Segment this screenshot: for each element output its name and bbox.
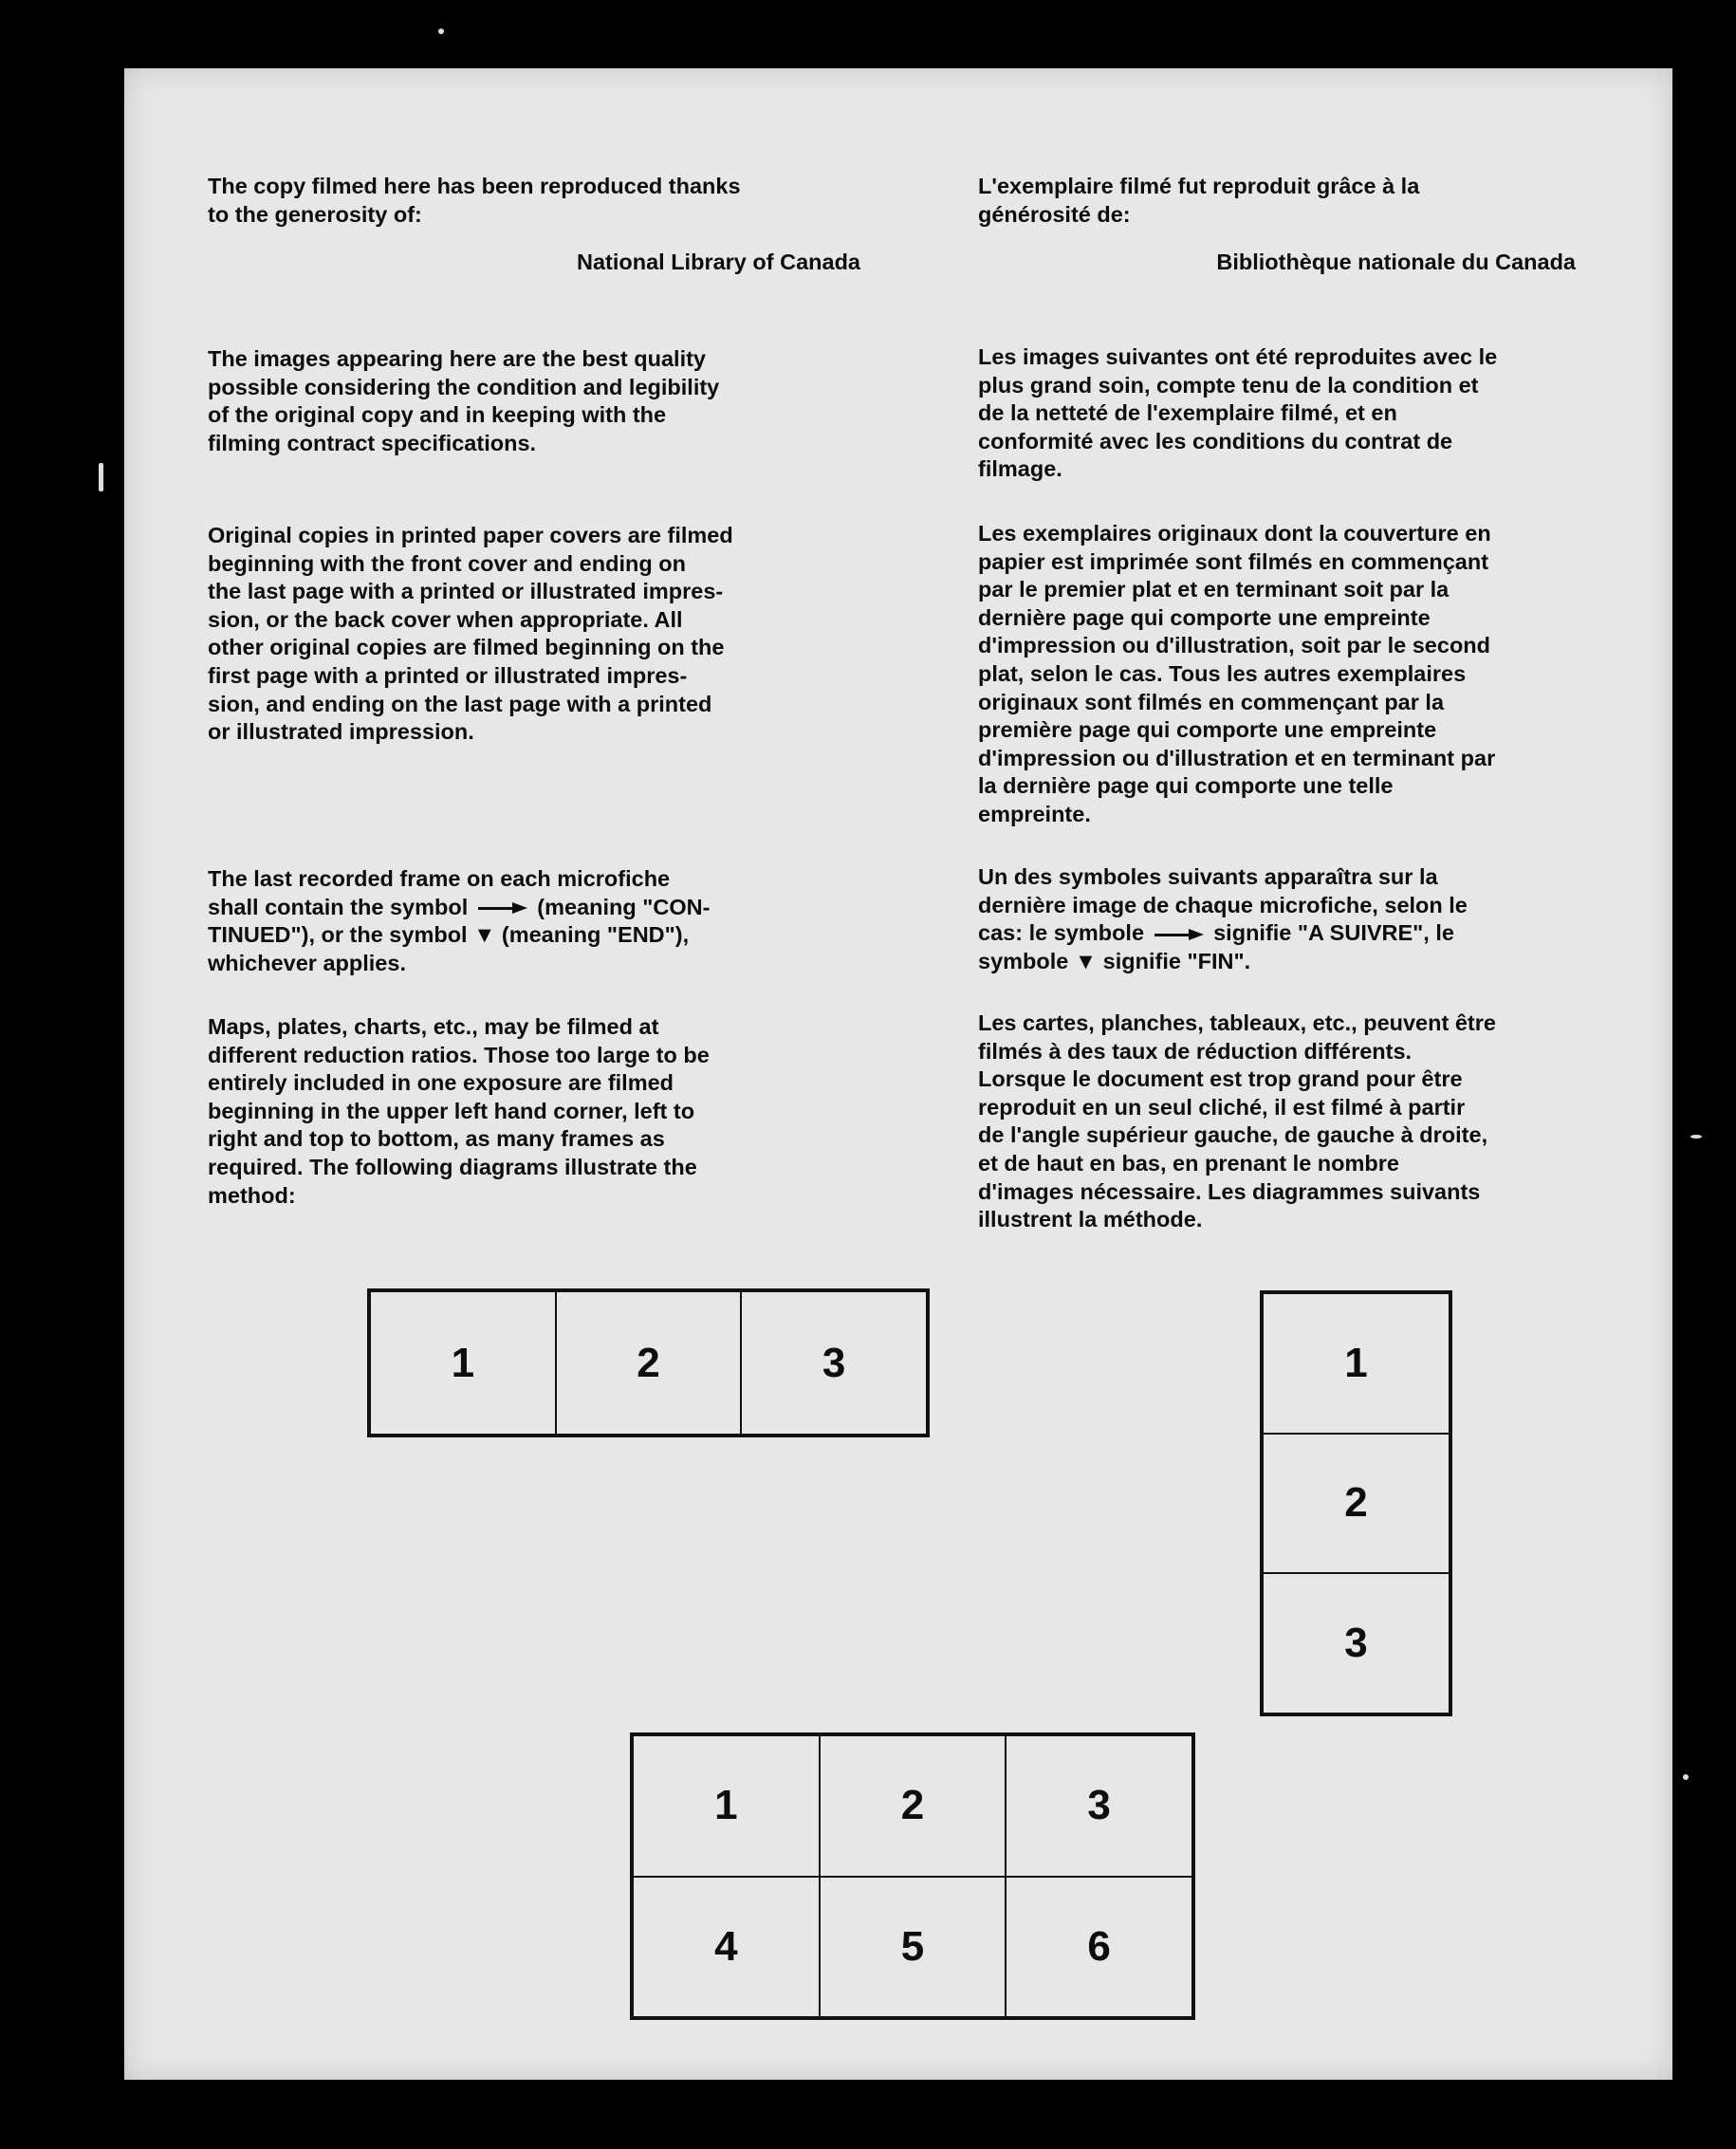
quality-text-fr: Les images suivantes ont été reproduites avec le plus grand soin, compte tenu de la condition et de la netteté de l'exemplaire filmé, et en conformité avec les conditions du contrat de filmage. (978, 344, 1498, 482)
frame-cell: 3 (741, 1291, 927, 1435)
credit-en: National Library of Canada (576, 250, 860, 274)
dust-speck (1690, 1135, 1702, 1139)
frame-cell: 3 (1263, 1573, 1450, 1714)
frame-cell: 6 (1006, 1877, 1192, 2018)
suivre-arrow-icon (1154, 930, 1204, 939)
maps-text-en: Maps, plates, charts, etc., may be filmed at different reduction ratios. Those too large to be entirely included in one exposure are filmed beginning in the upper left hand corner, left to right and top to bottom, as many frames as required. The following diagrams illustrate the method: (208, 1014, 710, 1208)
symbols-text-fr (978, 863, 1468, 975)
frame-cell: 1 (633, 1735, 820, 1877)
frame-cell: 2 (556, 1291, 742, 1435)
dust-speck (99, 463, 103, 491)
frame-cell: 2 (1263, 1434, 1450, 1574)
dust-speck (1683, 1774, 1689, 1780)
frame-cell: 4 (633, 1877, 820, 2018)
symbols-text-fr-b: signifie "A SUIVRE", le symbole ▼ signifie "FIN". (978, 920, 1454, 973)
symbols-text-en (208, 865, 710, 977)
covers-text-en: Original copies in printed paper covers are filmed beginning with the front cover and ending on the last page with a printed or illustrated impres- sion, or the back cover when appropriate. All other original copies are filmed beginning on the first page with a printed or illustrated impres- sion, and ending on the last page with a printed or illustrated impression. (208, 523, 733, 745)
diagram-grid (630, 1732, 1195, 2020)
microfiche-target-page (124, 68, 1672, 2080)
frame-cell: 5 (820, 1877, 1007, 2018)
symbols-text-fr-a: Un des symboles suivants apparaîtra sur la dernière image de chaque microfiche, selon le cas: le symbole (978, 864, 1468, 946)
covers-text-fr: Les exemplaires originaux dont la couverture en papier est imprimée sont filmés en commençant par le premier plat et en terminant soit par la dernière page qui comporte une empreinte d'impression ou d'illustration, soit par le second plat, selon le cas. Tous les autres exemplaires originaux sont filmés en commençant par la première page qui comporte une empreinte d'impression ou d'illustration et en terminant par la dernière page qui comporte une telle empreinte. (978, 521, 1496, 826)
quality-text-en: The images appearing here are the best quality possible considering the condition and legibility of the original copy and in keeping with the filming contract specifications. (208, 346, 720, 455)
symbols-text-en-a: The last recorded frame on each microfiche shall contain the symbol (208, 866, 671, 919)
frame-cell: 2 (820, 1735, 1007, 1877)
symbols-text-en-b: (meaning "CON- TINUED"), or the symbol ▼ (meaning "END"), whichever applies. (208, 894, 711, 975)
dust-speck (438, 28, 444, 34)
credit-fr: Bibliothèque nationale du Canada (1216, 250, 1576, 274)
diagram-column (1260, 1290, 1452, 1716)
diagram-row (367, 1288, 930, 1437)
frame-cell: 1 (1263, 1293, 1450, 1434)
continued-arrow-icon (478, 903, 527, 913)
intro-text-en: The copy filmed here has been reproduced thanks to the generosity of: (208, 174, 741, 227)
frame-cell: 3 (1006, 1735, 1192, 1877)
maps-text-fr: Les cartes, planches, tableaux, etc., peuvent être filmés à des taux de réduction différents. Lorsque le document est trop grand pour être reproduit en un seul cliché, il est filmé à partir de l'angle supérieur gauche, de gauche à droite, et de haut en bas, en prenant le nombre d'images nécessaire. Les diagrammes suivants illustrent la méthode. (978, 1010, 1496, 1232)
frame-cell: 1 (370, 1291, 556, 1435)
intro-text-fr: L'exemplaire filmé fut reproduit grâce à la générosité de: (978, 174, 1420, 227)
